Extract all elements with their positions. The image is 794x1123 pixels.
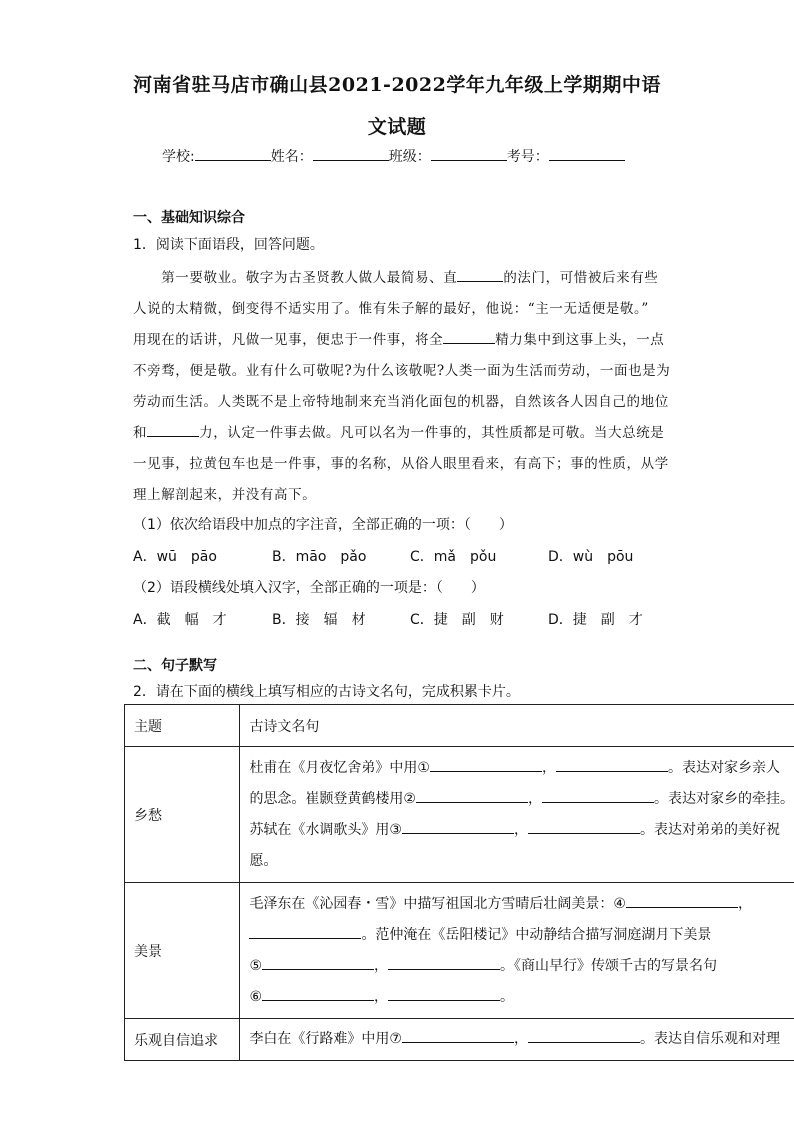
passage-line: 第一要敬业。敬字为古圣贤教人做人最简易、直 的法门，可惜被后来有些 xyxy=(133,266,658,286)
document-title-line2: 文试题 xyxy=(367,116,427,138)
answer-blank-2b[interactable] xyxy=(542,788,654,803)
lines-cell: 杜甫在《月夜忆舍弟》中用① ， 。表达对家乡亲人 的思念。崔颢登黄鹤楼用② ， 。表达对家乡的牵挂。 苏轼在《水调歌头》用③ ， 。表达对弟弟的美好祝 愿。 xyxy=(240,747,794,883)
answer-blank-4a[interactable] xyxy=(626,893,738,908)
passage-line: 用现在的话讲，凡做一见事，便忠于一件事，将全 精力集中到这事上头，一点 xyxy=(133,328,664,348)
passage-line: 不旁骛，便是敬。业有什么可敬呢?为什么该敬呢?人类一面为生活而劳动，一面也是为 xyxy=(133,363,671,379)
answer-blank-2a[interactable] xyxy=(416,788,528,803)
section-heading-1: 一、基础知识综合 xyxy=(133,210,245,226)
school-label: 学校: xyxy=(162,149,195,165)
question-1-stem: 1．阅读下面语段，回答问题。 xyxy=(133,237,324,253)
option-1-1-b[interactable]: B．māo pǎo xyxy=(272,549,367,565)
class-field[interactable] xyxy=(431,146,507,161)
passage-blank-1[interactable] xyxy=(457,267,503,282)
table-header-lines: 古诗文名句 xyxy=(240,705,794,747)
option-1-2-d[interactable]: D．捷 副 才 xyxy=(548,612,643,628)
table-row xyxy=(125,747,794,883)
school-field[interactable] xyxy=(195,146,271,161)
name-label: 姓名： xyxy=(270,149,313,165)
answer-blank-3a[interactable] xyxy=(402,819,514,834)
question-1-1-stem: （1）依次给语段中加点的字注音，全部正确的一项：（ ） xyxy=(133,517,513,533)
section-heading-2: 二、句子默写 xyxy=(133,658,217,674)
answer-blank-6b[interactable] xyxy=(388,986,500,1001)
answer-blank-3b[interactable] xyxy=(528,819,640,834)
table-row xyxy=(125,883,794,1019)
answer-blank-5a[interactable] xyxy=(262,955,374,970)
passage-line: 劳动而生活。人类既不是上帝特地制来充当消化面包的机器，自然该各人因自己的地位 xyxy=(133,394,669,410)
question-1-2-stem: （2）语段横线处填入汉字，全部正确的一项是：（ ） xyxy=(133,580,485,596)
answer-blank-1b[interactable] xyxy=(556,757,668,772)
passage-blank-2[interactable] xyxy=(443,329,495,344)
table-header-theme: 主题 xyxy=(125,705,240,747)
option-1-2-a[interactable]: A．截 幅 才 xyxy=(133,612,227,628)
answer-blank-7a[interactable] xyxy=(402,1028,514,1043)
lines-cell: 毛泽东在《沁园春・雪》中描写祖国北方雪晴后壮阔美景：④ ， 。范仲淹在《岳阳楼记》中动静结合描写洞庭湖月下美景 ⑤ ， 。《商山早行》传颂千古的写景名句 ⑥ ， 。 xyxy=(240,883,794,1019)
theme-scenery: 美景 xyxy=(125,883,240,1019)
passage-line: 和 力，认定一件事去做。凡可以名为一件事的，其性质都是可敬。当大总统是 xyxy=(133,421,664,441)
answer-blank-4b[interactable] xyxy=(249,924,361,939)
option-1-1-c[interactable]: C．mǎ pǒu xyxy=(410,549,497,565)
accumulation-card-table xyxy=(124,704,794,1061)
answer-blank-5b[interactable] xyxy=(388,955,500,970)
table-row xyxy=(125,1019,794,1061)
passage-line: 理上解剖起来，并没有高下。 xyxy=(133,487,317,503)
lines-cell: 李白在《行路难》中用⑦ ， 。表达自信乐观和对理 xyxy=(240,1019,794,1061)
answer-blank-7b[interactable] xyxy=(528,1028,640,1043)
answer-blank-1a[interactable] xyxy=(430,757,542,772)
name-field[interactable] xyxy=(313,146,389,161)
document-title-line1: 河南省驻马店市确山县2021-2022学年九年级上学期期中语 xyxy=(133,74,661,96)
passage-blank-3[interactable] xyxy=(147,422,199,437)
class-label: 班级： xyxy=(388,149,431,165)
theme-homesick: 乡愁 xyxy=(125,747,240,883)
theme-optimism: 乐观自信追求 xyxy=(125,1019,240,1061)
answer-blank-6a[interactable] xyxy=(262,986,374,1001)
option-1-1-d[interactable]: D．wù pōu xyxy=(548,549,634,565)
student-info-row xyxy=(162,146,625,166)
passage-line: 一见事，拉黄包车也是一件事，事的名称，从俗人眼里看来，有高下；事的性质，从学 xyxy=(133,456,669,472)
exam-no-field[interactable] xyxy=(549,146,625,161)
question-2-stem: 2．请在下面的横线上填写相应的古诗文名句，完成积累卡片。 xyxy=(133,684,520,700)
option-1-1-a[interactable]: A．wū pāo xyxy=(133,549,217,565)
exam-no-label: 考号： xyxy=(506,149,549,165)
option-1-2-c[interactable]: C．捷 副 财 xyxy=(410,612,504,628)
option-1-2-b[interactable]: B．接 辐 材 xyxy=(272,612,366,628)
passage-line: 人说的太精微，倒变得不适实用了。惟有朱子解的最好，他说：“主一无适便是敬。” xyxy=(133,301,649,317)
